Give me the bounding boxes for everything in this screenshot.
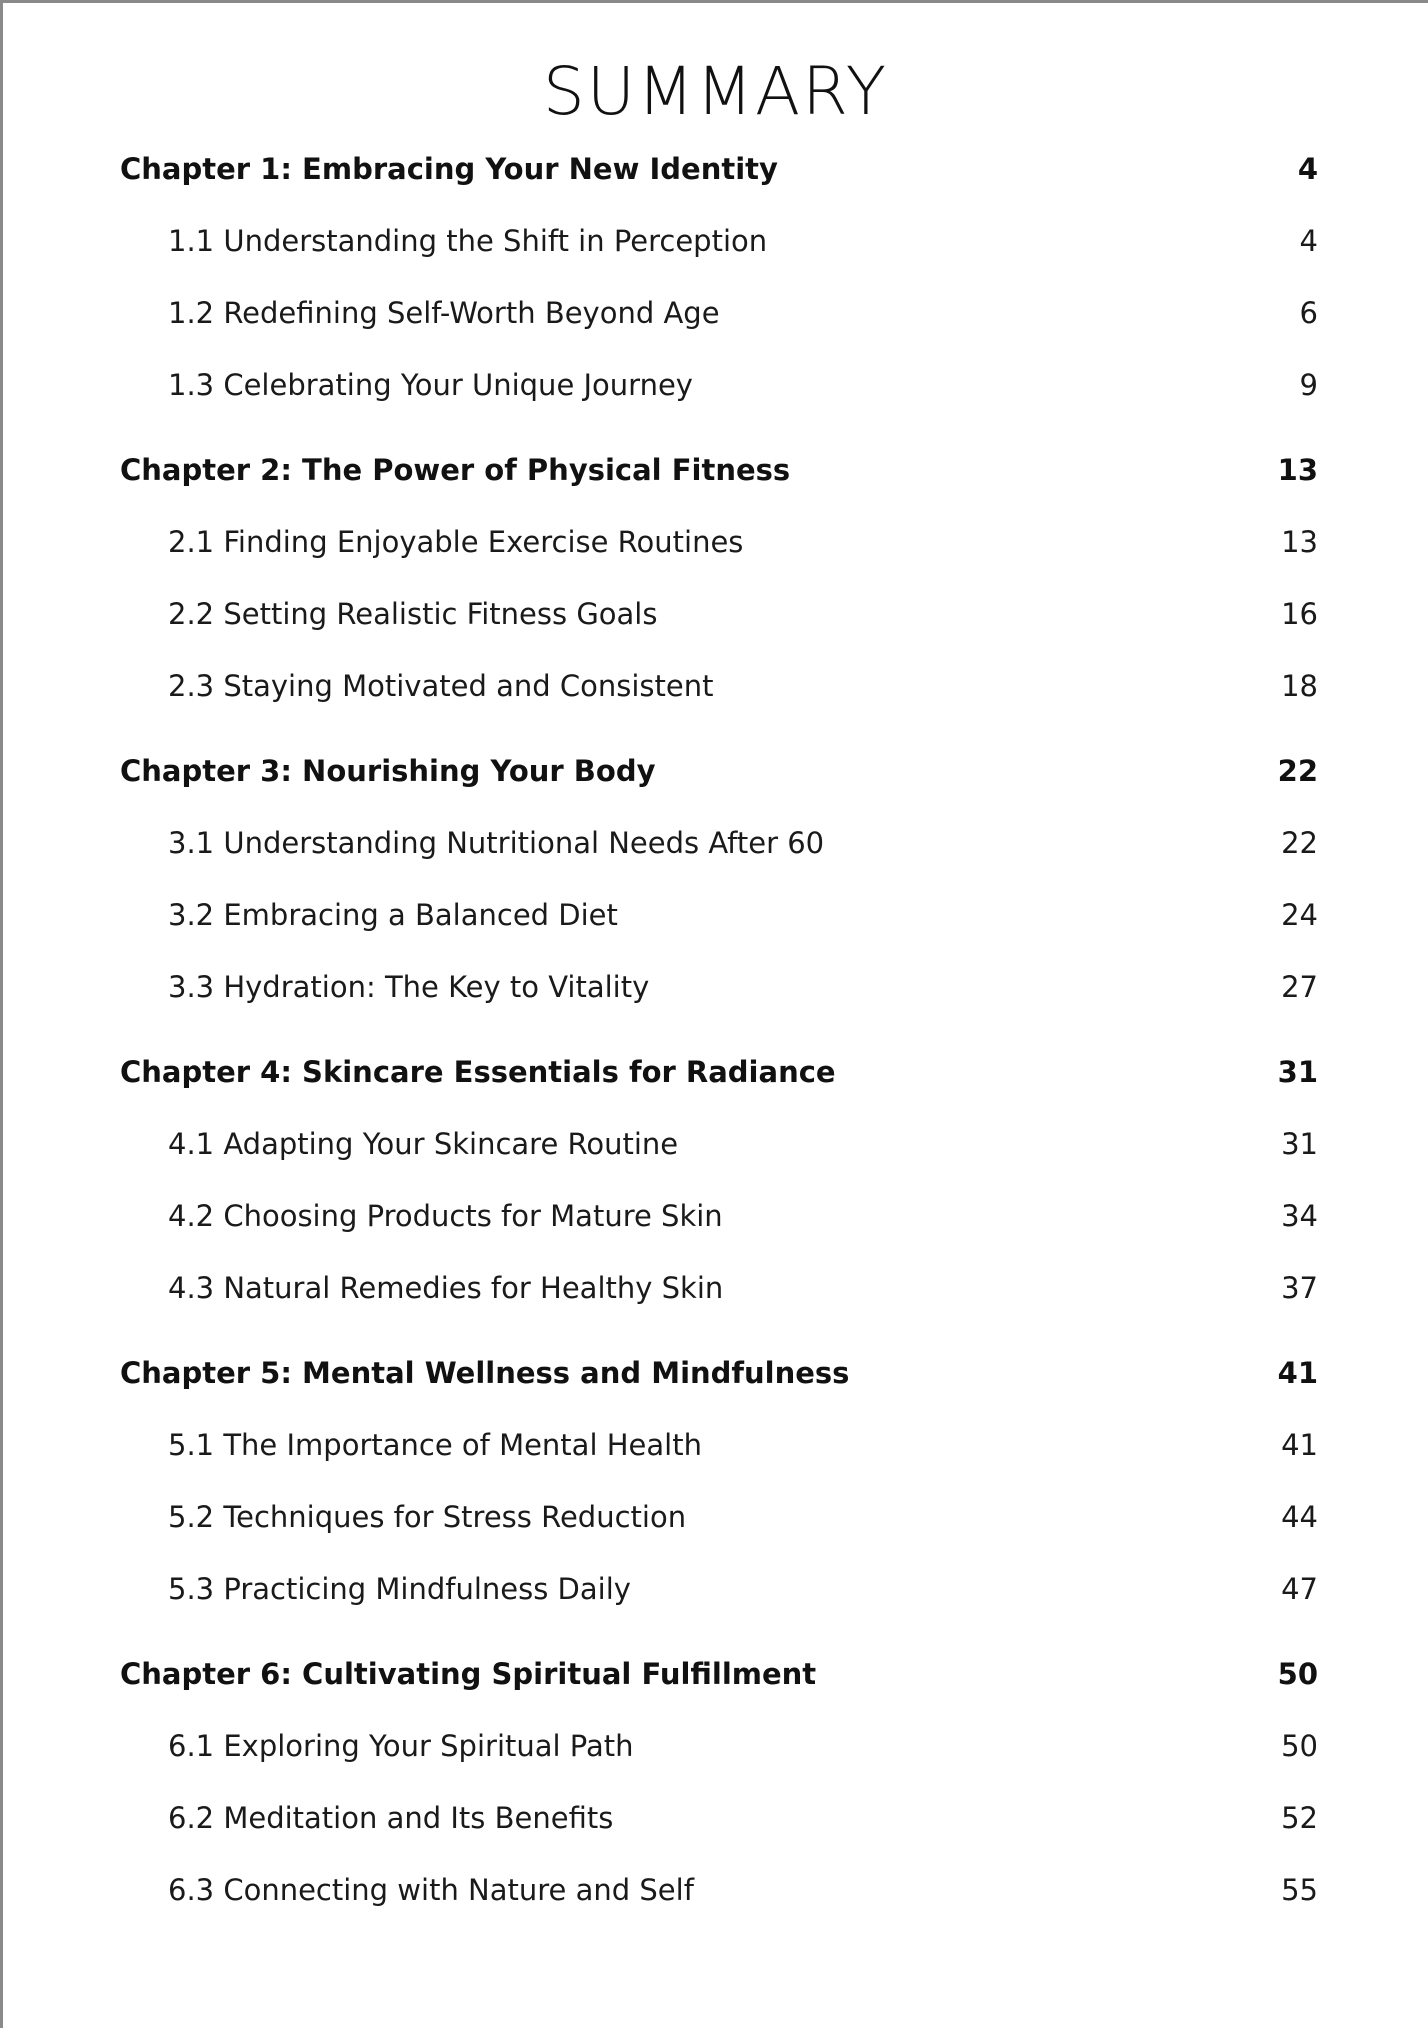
section-page-number: 55 [1281,1873,1318,1907]
chapter-page-number: 4 [1297,152,1318,186]
section-entry[interactable] [120,807,1318,879]
section-entry[interactable] [120,1252,1318,1324]
section-page-number: 37 [1281,1271,1318,1305]
section-title: 5.1 The Importance of Mental Health [168,1428,702,1462]
section-title: 1.2 Redefining Self-Worth Beyond Age [168,296,720,330]
section-page-number: 47 [1281,1572,1318,1606]
section-entry[interactable] [120,1782,1318,1854]
section-page-number: 24 [1281,898,1318,932]
chapter-3 [120,745,1318,1023]
section-title: 1.1 Understanding the Shift in Perception [168,224,768,258]
section-entry[interactable] [120,1108,1318,1180]
chapter-page-number: 13 [1277,453,1318,487]
chapter-heading[interactable] [120,745,1318,797]
section-entry[interactable] [120,1481,1318,1553]
section-title: 4.2 Choosing Products for Mature Skin [168,1199,723,1233]
section-entry[interactable] [120,951,1318,1023]
chapter-title: Chapter 4: Skincare Essentials for Radiance [120,1055,836,1089]
section-page-number: 16 [1281,597,1318,631]
chapter-heading[interactable] [120,1046,1318,1098]
section-page-number: 4 [1299,224,1318,258]
section-title: 6.2 Meditation and Its Benefits [168,1801,614,1835]
chapter-4 [120,1046,1318,1324]
chapter-title: Chapter 6: Cultivating Spiritual Fulfillment [120,1657,817,1691]
chapter-title: Chapter 5: Mental Wellness and Mindfulness [120,1356,850,1390]
chapter-page-number: 41 [1277,1356,1318,1390]
chapter-heading[interactable] [120,444,1318,496]
chapter-page-number: 31 [1277,1055,1318,1089]
chapter-page-number: 22 [1277,754,1318,788]
section-title: 2.1 Finding Enjoyable Exercise Routines [168,525,744,559]
section-page-number: 44 [1281,1500,1318,1534]
table-of-contents [120,143,1318,1949]
section-entry[interactable] [120,205,1318,277]
section-title: 3.3 Hydration: The Key to Vitality [168,970,650,1004]
section-entry[interactable] [120,1180,1318,1252]
section-page-number: 18 [1281,669,1318,703]
page-title: SUMMARY [542,53,889,130]
section-page-number: 22 [1281,826,1318,860]
section-entry[interactable] [120,1854,1318,1926]
section-title: 4.3 Natural Remedies for Healthy Skin [168,1271,724,1305]
section-title: 6.3 Connecting with Nature and Self [168,1873,694,1907]
section-page-number: 41 [1281,1428,1318,1462]
section-title: 5.2 Techniques for Stress Reduction [168,1500,687,1534]
section-title: 2.3 Staying Motivated and Consistent [168,669,714,703]
chapter-title: Chapter 2: The Power of Physical Fitness [120,453,791,487]
section-page-number: 31 [1281,1127,1318,1161]
chapter-heading[interactable] [120,1648,1318,1700]
section-entry[interactable] [120,277,1318,349]
chapter-5 [120,1347,1318,1625]
section-entry[interactable] [120,1553,1318,1625]
section-title: 3.2 Embracing a Balanced Diet [168,898,618,932]
chapter-6 [120,1648,1318,1926]
section-page-number: 6 [1299,296,1318,330]
section-entry[interactable] [120,1710,1318,1782]
chapter-heading[interactable] [120,143,1318,195]
chapter-1 [120,143,1318,421]
section-title: 3.1 Understanding Nutritional Needs After 60 [168,826,825,860]
section-title: 4.1 Adapting Your Skincare Routine [168,1127,679,1161]
chapter-2 [120,444,1318,722]
section-page-number: 34 [1281,1199,1318,1233]
section-title: 2.2 Setting Realistic Fitness Goals [168,597,658,631]
section-entry[interactable] [120,506,1318,578]
chapter-heading[interactable] [120,1347,1318,1399]
section-entry[interactable] [120,1409,1318,1481]
section-entry[interactable] [120,879,1318,951]
section-entry[interactable] [120,578,1318,650]
section-entry[interactable] [120,349,1318,421]
section-page-number: 52 [1281,1801,1318,1835]
section-page-number: 27 [1281,970,1318,1004]
section-page-number: 50 [1281,1729,1318,1763]
section-entry[interactable] [120,650,1318,722]
chapter-page-number: 50 [1277,1657,1318,1691]
section-title: 1.3 Celebrating Your Unique Journey [168,368,693,402]
chapter-title: Chapter 3: Nourishing Your Body [120,754,656,788]
section-page-number: 9 [1299,368,1318,402]
chapter-title: Chapter 1: Embracing Your New Identity [120,152,778,186]
section-page-number: 13 [1281,525,1318,559]
section-title: 5.3 Practicing Mindfulness Daily [168,1572,631,1606]
section-title: 6.1 Exploring Your Spiritual Path [168,1729,634,1763]
